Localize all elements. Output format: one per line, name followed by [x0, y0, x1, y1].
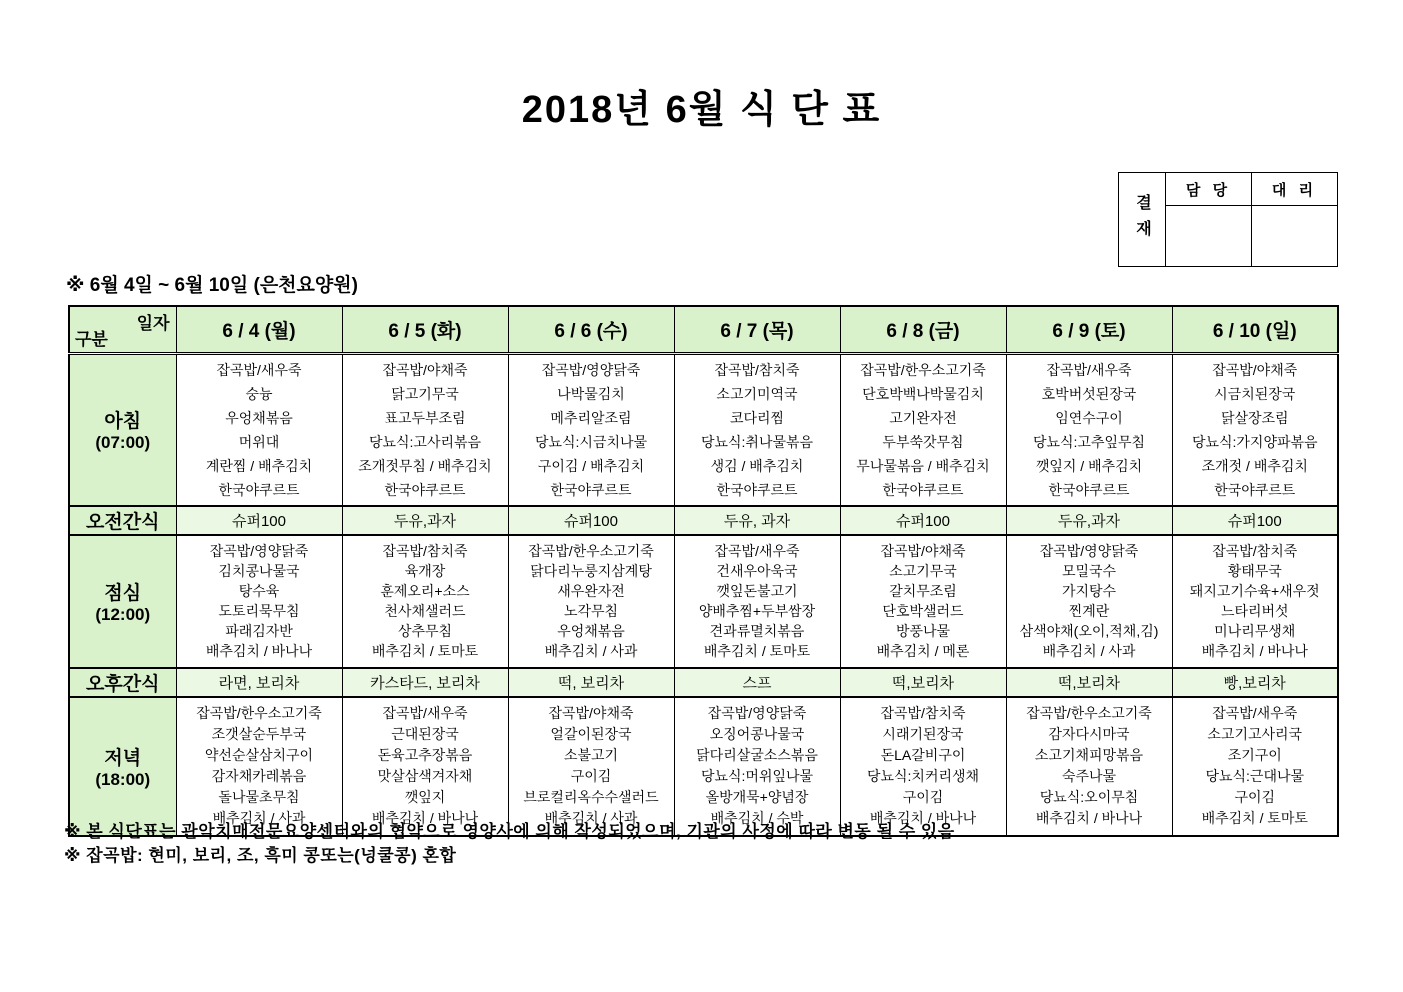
menu-item: 잡곡밥/한우소고기죽	[528, 543, 654, 559]
menu-item: 잡곡밥/영양닭죽	[1039, 543, 1139, 559]
menu-cell-r2-d6	[1172, 535, 1338, 668]
menu-item: 숙주나물	[1061, 768, 1117, 784]
snack-cell-r3-d3: 스프	[674, 668, 840, 697]
menu-item: 한국야쿠르트	[882, 481, 964, 498]
menu-item: 잡곡밥/참치죽	[880, 705, 966, 721]
menu-item: 단호박샐러드	[882, 603, 964, 619]
menu-cell-r4-d0	[176, 697, 342, 836]
menu-item: 소불고기	[563, 747, 619, 763]
menu-item: 브로컬리옥수수샐러드	[523, 789, 659, 805]
menu-item: 배추김치 / 토마토	[703, 643, 811, 659]
snack-cell-r3-d0: 라면, 보리차	[176, 668, 342, 697]
snack-cell-r1-d0: 슈퍼100	[176, 506, 342, 535]
menu-item: 당뇨식:시금치나물	[534, 433, 648, 450]
snack-cell-r1-d3: 두유, 과자	[674, 506, 840, 535]
menu-item: 배추김치 / 수박	[710, 810, 804, 826]
menu-item: 배추김치 / 메론	[876, 643, 970, 659]
menu-item: 구이김 / 배추김치	[537, 457, 645, 474]
menu-item: 조기구이	[1227, 747, 1282, 763]
menu-item: 시래기된장국	[882, 726, 964, 742]
menu-item: 배추김치 / 바나나	[1201, 643, 1308, 659]
menu-item: 메추리알조림	[550, 409, 632, 426]
menu-item: 잡곡밥/야채죽	[382, 361, 468, 378]
day-header-3: 6 / 7 (목)	[674, 306, 840, 354]
approval-col-manager: 담 당	[1166, 173, 1252, 206]
approval-stamp-label: 결재	[1119, 173, 1166, 267]
menu-item: 김치콩나물국	[218, 563, 300, 579]
menu-item: 돈LA갈비구이	[880, 747, 966, 763]
approval-sign-deputy	[1252, 206, 1338, 267]
menu-item: 잡곡밥/한우소고기죽	[1026, 705, 1152, 721]
menu-item: 잡곡밥/새우죽	[1212, 705, 1298, 721]
menu-item: 닭다리살굴소스볶음	[696, 747, 818, 763]
menu-item: 우엉채볶음	[557, 623, 625, 639]
menu-cell-r4-d2	[508, 697, 674, 836]
menu-item: 당뇨식:고추잎무침	[1032, 433, 1146, 450]
menu-item: 견과류멸치볶음	[709, 623, 805, 639]
menu-item: 배추김치 / 사과	[544, 810, 638, 826]
menu-item: 잡곡밥/참치죽	[382, 543, 468, 559]
menu-item: 구이김	[902, 789, 944, 805]
menu-item: 당뇨식:고사리볶음	[368, 433, 482, 450]
menu-item: 잡곡밥/새우죽	[714, 543, 800, 559]
menu-item: 배추김치 / 바나나	[1035, 810, 1143, 826]
menu-item: 소고기무국	[889, 563, 957, 579]
menu-item: 근대된장국	[391, 726, 459, 742]
menu-cell-r0-d1	[342, 354, 508, 506]
page-title: 2018년 6월 식 단 표	[521, 89, 882, 131]
menu-item: 닭살장조림	[1220, 409, 1289, 426]
menu-cell-r2-d4	[840, 535, 1006, 668]
snack-cell-r3-d2: 떡, 보리차	[508, 668, 674, 697]
corner-date-category-cell	[69, 306, 176, 354]
menu-cell-r4-d6	[1172, 697, 1338, 836]
menu-item: 배추김치 / 토마토	[1201, 810, 1308, 826]
menu-item: 조갯살순두부국	[211, 726, 307, 742]
menu-item: 당뇨식:취나물볶음	[700, 433, 814, 450]
menu-item: 숭늉	[245, 385, 273, 402]
note-line: ※ 잡곡밥: 현미, 보리, 조, 흑미 콩또는(넝쿨콩) 혼합	[64, 846, 457, 865]
menu-item: 가지탕수	[1061, 583, 1117, 599]
menu-cell-r0-d2	[508, 354, 674, 506]
menu-item: 잡곡밥/참치죽	[714, 361, 800, 378]
row-label-0: 아침 (07:00)	[69, 354, 176, 506]
menu-item: 당뇨식:치커리생채	[866, 768, 980, 784]
menu-item: 무나물볶음 / 배추김치	[856, 457, 990, 474]
menu-item: 소고기고사리국	[1207, 726, 1303, 742]
menu-item: 배추김치 / 바나나	[205, 643, 313, 659]
menu-item: 배추김치 / 사과	[1042, 643, 1136, 659]
menu-item: 구이김	[570, 768, 612, 784]
menu-item: 탕수육	[238, 583, 280, 599]
menu-item: 깻잎지	[404, 789, 446, 805]
menu-item: 소고기미역국	[716, 385, 798, 402]
meal-plan-table	[68, 305, 1339, 837]
menu-item: 감자채카레볶음	[211, 768, 307, 784]
menu-item: 한국야쿠르트	[550, 481, 632, 498]
day-header-5: 6 / 9 (토)	[1006, 306, 1172, 354]
menu-item: 황태무국	[1227, 563, 1282, 579]
menu-cell-r0-d0	[176, 354, 342, 506]
menu-item: 돼지고기수육+새우젓	[1189, 583, 1320, 599]
menu-item: 돌나물초무침	[218, 789, 300, 805]
row-label-1: 오전간식	[69, 506, 176, 535]
menu-item: 모밀국수	[1061, 563, 1117, 579]
approval-col-deputy: 대 리	[1252, 173, 1338, 206]
menu-item: 건새우아욱국	[716, 563, 798, 579]
row-label-3: 오후간식	[69, 668, 176, 697]
menu-item: 한국야쿠르트	[384, 481, 466, 498]
menu-item: 한국야쿠르트	[218, 481, 300, 498]
menu-item: 소고기채피망볶음	[1034, 747, 1144, 763]
menu-item: 잡곡밥/야채죽	[1212, 361, 1298, 378]
snack-cell-r3-d4: 떡,보리차	[840, 668, 1006, 697]
snack-cell-r3-d5: 떡,보리차	[1006, 668, 1172, 697]
menu-item: 닭다리누룽지삼계탕	[530, 563, 652, 579]
menu-item: 도토리묵무침	[218, 603, 300, 619]
menu-item: 배추김치 / 토마토	[371, 643, 479, 659]
menu-cell-r4-d5	[1006, 697, 1172, 836]
menu-item: 코다리찜	[729, 409, 785, 426]
menu-item: 찐계란	[1068, 603, 1110, 619]
menu-cell-r4-d1	[342, 697, 508, 836]
menu-item: 두부쑥갓무침	[882, 433, 964, 450]
menu-item: 머위대	[238, 433, 280, 450]
day-header-4: 6 / 8 (금)	[840, 306, 1006, 354]
menu-item: 당뇨식:근대나물	[1205, 768, 1305, 784]
menu-item: 잡곡밥/영양닭죽	[707, 705, 807, 721]
menu-item: 구이김	[1234, 789, 1276, 805]
menu-cell-r2-d1	[342, 535, 508, 668]
menu-item: 배추김치 / 사과	[212, 810, 306, 826]
menu-item: 잡곡밥/새우죽	[382, 705, 468, 721]
snack-cell-r1-d4: 슈퍼100	[840, 506, 1006, 535]
menu-item: 잡곡밥/참치죽	[1212, 543, 1298, 559]
menu-item: 깻잎지 / 배추김치	[1035, 457, 1143, 474]
note-line: ※ 본 식단표는 관악치매전문요양센터와의 협약으로 영양사에 의해 작성되었으며, 기관의 사정에 따라 변동 될 수 있음	[64, 822, 955, 841]
menu-item: 갈치무조림	[889, 583, 957, 599]
menu-item: 배추김치 / 바나나	[371, 810, 479, 826]
menu-item: 호박버섯된장국	[1041, 385, 1137, 402]
menu-item: 얼갈이된장국	[550, 726, 632, 742]
menu-item: 잡곡밥/야채죽	[548, 705, 634, 721]
menu-item: 맛살삼색겨자채	[377, 768, 473, 784]
menu-item: 미나리무생채	[1214, 623, 1296, 639]
menu-item: 육개장	[404, 563, 446, 579]
day-header-0: 6 / 4 (월)	[176, 306, 342, 354]
corner-label-date: 일자	[136, 314, 170, 333]
menu-item: 한국야쿠르트	[716, 481, 798, 498]
menu-item: 조개젓무침 / 배추김치	[358, 457, 492, 474]
approval-sign-manager	[1166, 206, 1252, 267]
snack-cell-r1-d5: 두유,과자	[1006, 506, 1172, 535]
menu-cell-r2-d5	[1006, 535, 1172, 668]
menu-item: 깻잎돈불고기	[716, 583, 798, 599]
menu-item: 잡곡밥/새우죽	[216, 361, 302, 378]
menu-cell-r4-d3	[674, 697, 840, 836]
menu-item: 당뇨식:머위잎나물	[700, 768, 814, 784]
menu-cell-r0-d4	[840, 354, 1006, 506]
menu-item: 한국야쿠르트	[1048, 481, 1130, 498]
menu-item: 표고두부조림	[384, 409, 466, 426]
menu-item: 삼색야채(오이,적채,김)	[1019, 623, 1159, 639]
snack-cell-r3-d1: 카스타드, 보리차	[342, 668, 508, 697]
footer-notes	[64, 820, 955, 868]
menu-item: 상추무침	[397, 623, 453, 639]
menu-item: 돈육고추장볶음	[377, 747, 473, 763]
menu-item: 천사채샐러드	[384, 603, 466, 619]
menu-item: 감자다시마국	[1048, 726, 1130, 742]
day-header-6: 6 / 10 (일)	[1172, 306, 1338, 354]
menu-item: 배추김치 / 바나나	[869, 810, 977, 826]
menu-item: 새우완자전	[557, 583, 625, 599]
day-header-1: 6 / 5 (화)	[342, 306, 508, 354]
menu-item: 계란찜 / 배추김치	[205, 457, 313, 474]
menu-item: 배추김치 / 사과	[544, 643, 638, 659]
menu-item: 한국야쿠르트	[1214, 481, 1296, 498]
menu-item: 당뇨식:가지양파볶음	[1191, 433, 1318, 450]
menu-item: 약선순살삼치구이	[204, 747, 314, 763]
menu-cell-r0-d3	[674, 354, 840, 506]
menu-cell-r0-d6	[1172, 354, 1338, 506]
menu-item: 파래김자반	[225, 623, 293, 639]
day-header-2: 6 / 6 (수)	[508, 306, 674, 354]
menu-item: 잡곡밥/새우죽	[1046, 361, 1132, 378]
menu-item: 잡곡밥/영양닭죽	[541, 361, 641, 378]
snack-cell-r1-d6: 슈퍼100	[1172, 506, 1338, 535]
menu-item: 오징어콩나물국	[709, 726, 805, 742]
snack-cell-r1-d1: 두유,과자	[342, 506, 508, 535]
menu-item: 방풍나물	[895, 623, 951, 639]
menu-item: 잡곡밥/한우소고기죽	[860, 361, 986, 378]
menu-item: 잡곡밥/영양닭죽	[209, 543, 309, 559]
menu-item: 양배추찜+두부쌈장	[698, 603, 816, 619]
approval-box	[1118, 172, 1338, 267]
menu-item: 닭고기무국	[391, 385, 459, 402]
menu-cell-r0-d5	[1006, 354, 1172, 506]
menu-item: 임연수구이	[1055, 409, 1123, 426]
menu-cell-r4-d4	[840, 697, 1006, 836]
menu-item: 우엉채볶음	[225, 409, 293, 426]
menu-item: 조개젓 / 배추김치	[1201, 457, 1308, 474]
snack-cell-r3-d6: 빵,보리차	[1172, 668, 1338, 697]
snack-cell-r1-d2: 슈퍼100	[508, 506, 674, 535]
row-label-2: 점심 (12:00)	[69, 535, 176, 668]
week-range-subtitle: ※ 6월 4일 ~ 6월 10일 (은천요양원)	[66, 275, 358, 296]
corner-label-category: 구분	[75, 330, 108, 349]
menu-cell-r2-d3	[674, 535, 840, 668]
menu-item: 시금치된장국	[1214, 385, 1296, 402]
menu-item: 생김 / 배추김치	[710, 457, 804, 474]
menu-item: 느타리버섯	[1220, 603, 1289, 619]
menu-item: 단호박백나박물김치	[862, 385, 984, 402]
menu-item: 올방개묵+양념장	[705, 789, 809, 805]
menu-cell-r2-d0	[176, 535, 342, 668]
menu-item: 잡곡밥/야채죽	[880, 543, 966, 559]
menu-item: 당뇨식:오이무침	[1039, 789, 1139, 805]
menu-item: 나박물김치	[557, 385, 625, 402]
menu-cell-r2-d2	[508, 535, 674, 668]
menu-item: 노각무침	[563, 603, 619, 619]
menu-item: 잡곡밥/한우소고기죽	[196, 705, 322, 721]
menu-item: 고기완자전	[889, 409, 957, 426]
row-label-4: 저녁 (18:00)	[69, 697, 176, 836]
menu-item: 훈제오리+소스	[380, 583, 470, 599]
